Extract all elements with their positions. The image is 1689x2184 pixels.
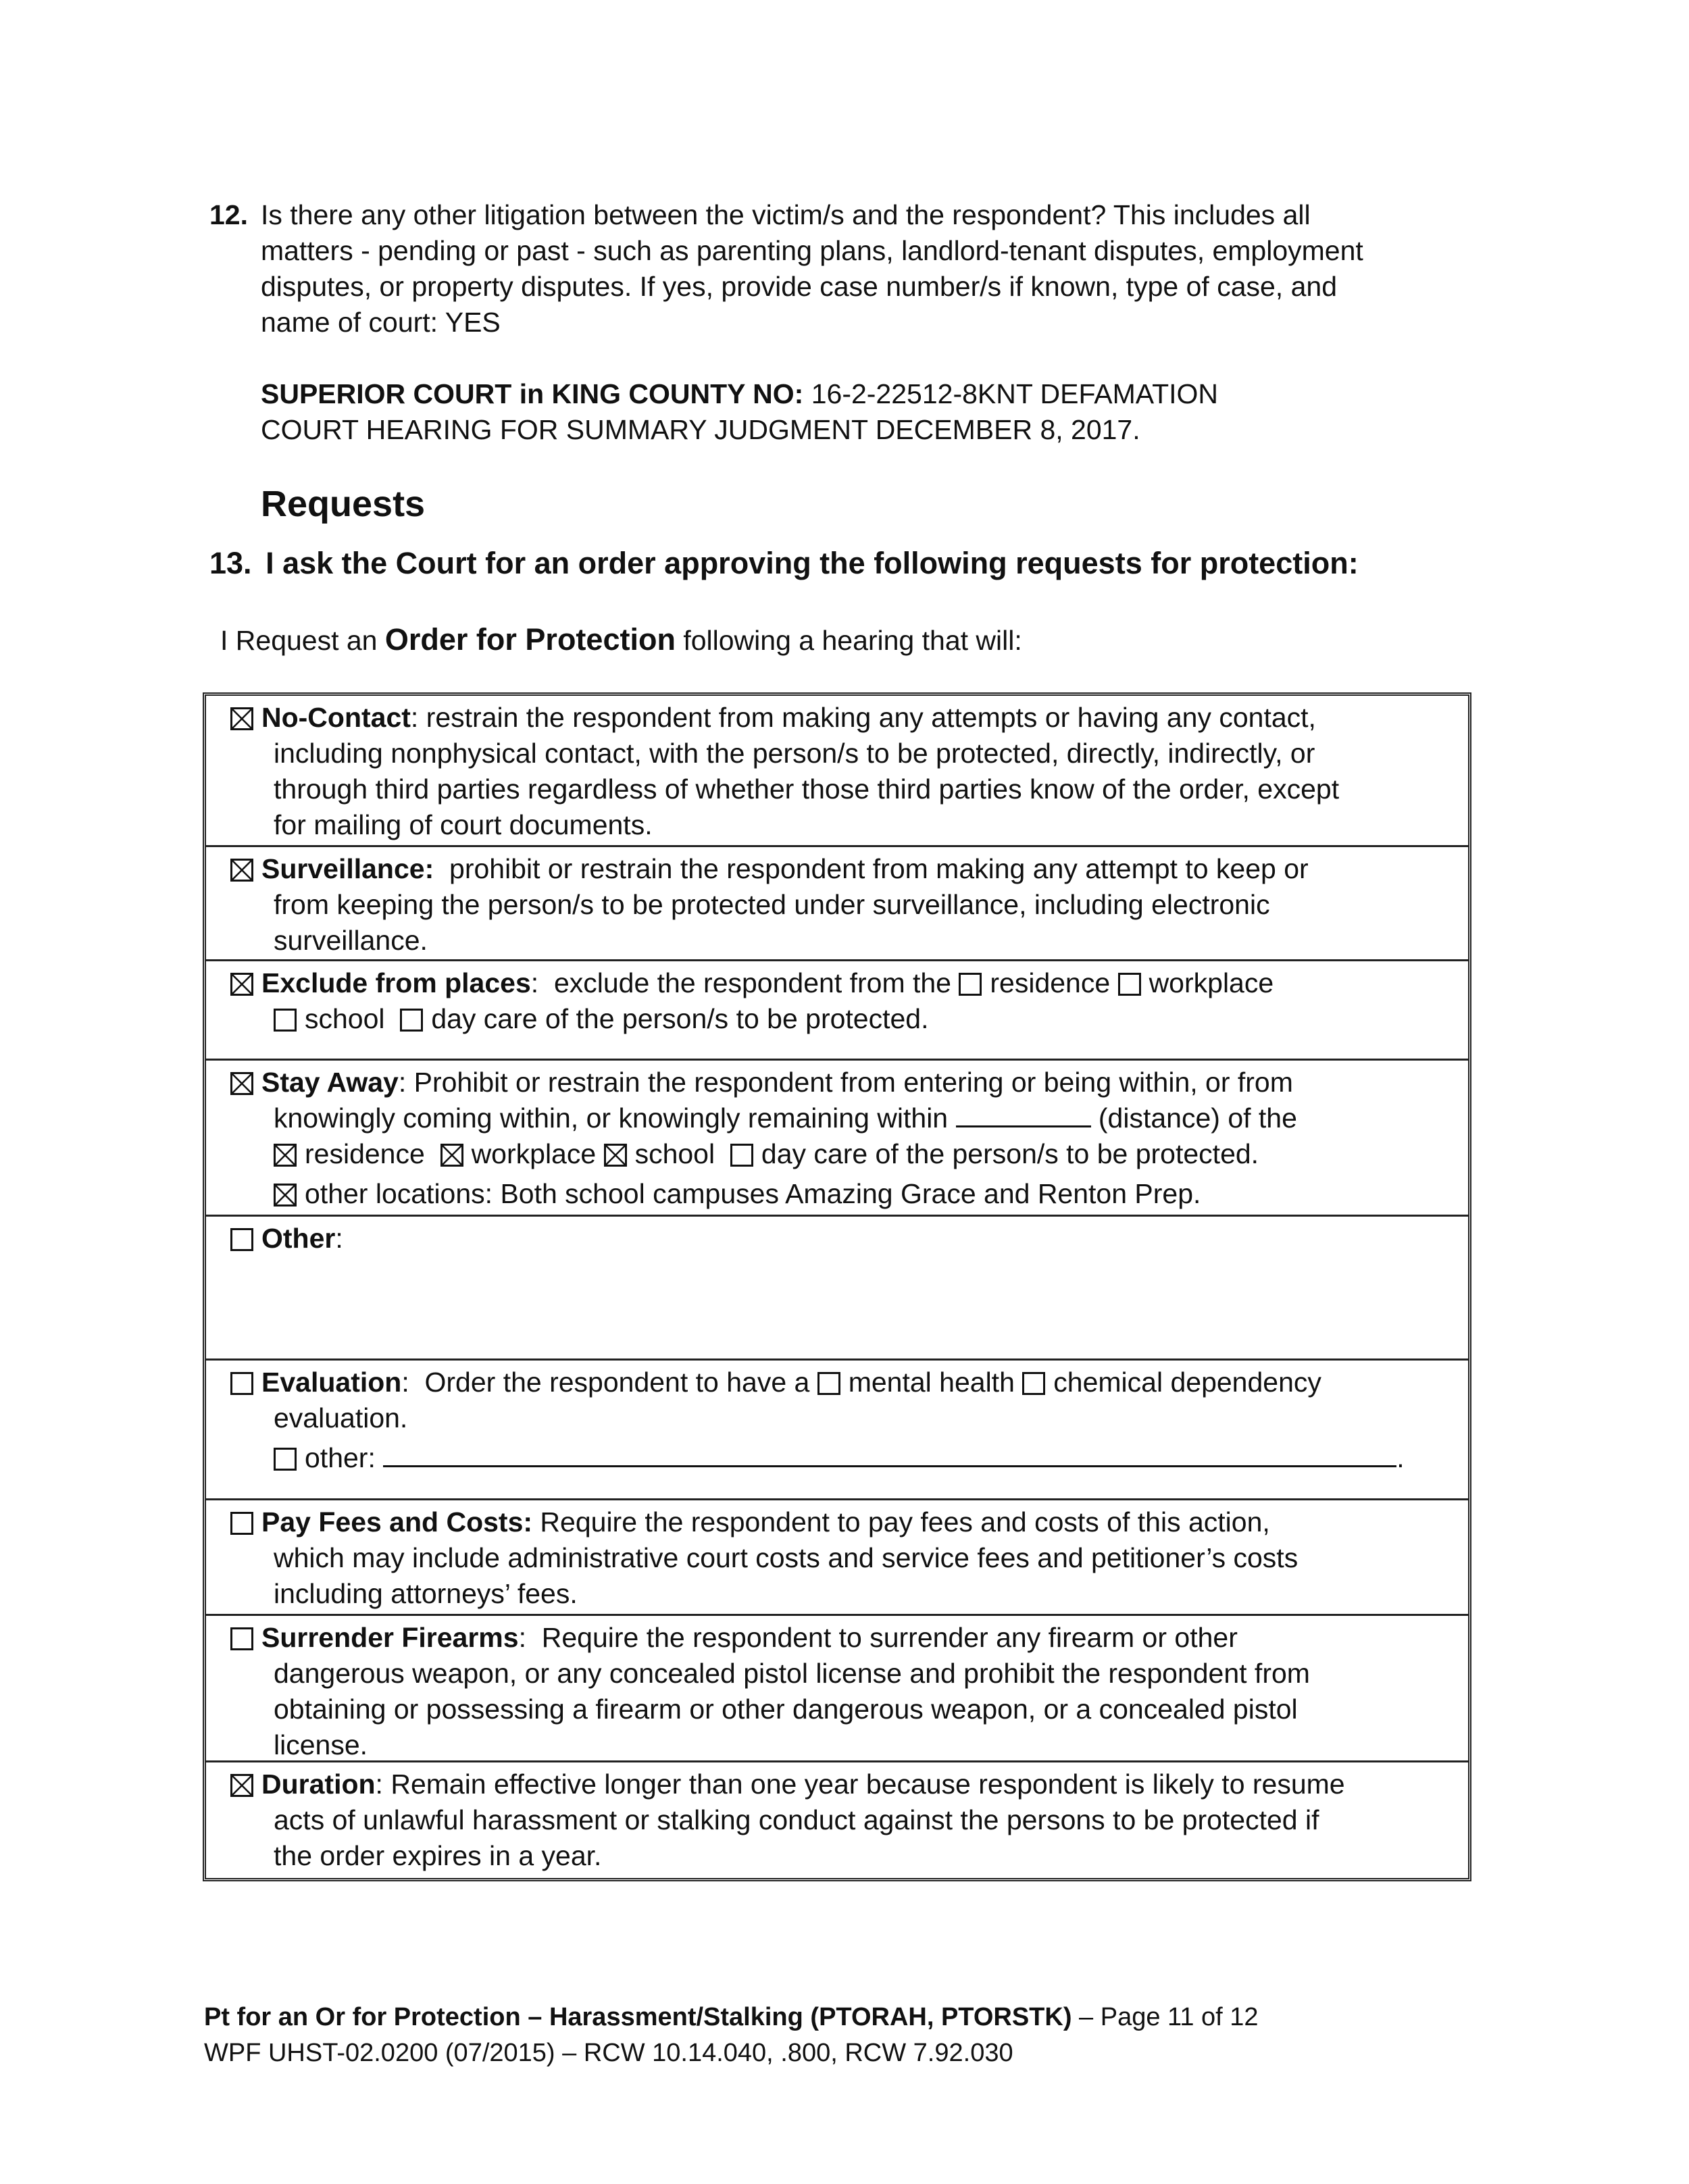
row-title: Other xyxy=(261,1223,336,1254)
row-text: obtaining or possessing a firearm or other dangerous weapon, or a concealed pistol xyxy=(274,1694,1298,1725)
checkbox[interactable] xyxy=(230,1627,253,1650)
row-title: Exclude from places xyxy=(261,967,531,998)
intro-bold: Order for Protection xyxy=(384,622,676,657)
row-title: Evaluation xyxy=(261,1367,402,1398)
checkbox-workplace[interactable] xyxy=(440,1144,463,1167)
row-text: : Require the respondent to surrender any firearm or other xyxy=(518,1622,1238,1653)
option-label: school xyxy=(305,1003,385,1034)
request-row-surveillance xyxy=(206,845,1468,959)
footer-form-title: Pt for an Or for Protection – Harassment/Stalking (PTORAH, PTORSTK) xyxy=(204,2003,1072,2031)
row-text: prohibit or restrain the respondent from making any attempt to keep or xyxy=(434,853,1309,884)
row-title: Duration xyxy=(261,1769,376,1800)
item-13 xyxy=(209,546,1359,581)
checkbox[interactable] xyxy=(230,1774,253,1797)
item-12-line: matters - pending or past - such as parenting plans, landlord-tenant disputes, employment xyxy=(261,235,1363,266)
x-mark-icon xyxy=(443,1146,461,1165)
requests-table xyxy=(203,692,1471,1881)
row-title: No-Contact xyxy=(261,702,411,733)
request-row-no-contact xyxy=(206,696,1468,845)
row-text: : Prohibit or restrain the respondent from entering or being within, or from xyxy=(398,1067,1293,1098)
row-title: Stay Away xyxy=(261,1067,399,1098)
option-label: workplace xyxy=(1149,967,1274,998)
option-label: workplace xyxy=(471,1138,597,1169)
row-text: acts of unlawful harassment or stalking conduct against the persons to be protected if xyxy=(274,1804,1319,1835)
footer-form-code: WPF UHST-02.0200 (07/2015) – RCW 10.14.040, .800, RCW 7.92.030 xyxy=(204,2039,1013,2067)
checkbox[interactable] xyxy=(230,1372,253,1395)
x-mark-icon xyxy=(232,975,251,994)
footer-page: – Page 11 of 12 xyxy=(1072,2003,1259,2031)
x-mark-icon xyxy=(232,861,251,880)
checkbox-school[interactable] xyxy=(604,1144,627,1167)
row-text: : exclude the respondent from the xyxy=(530,967,959,998)
row-text: : Remain effective longer than one year because respondent is likely to resume xyxy=(375,1769,1345,1800)
checkbox-checked[interactable] xyxy=(230,707,253,730)
option-label: day care of the person/s to be protected. xyxy=(431,1003,929,1034)
footer xyxy=(204,2000,1259,2071)
request-row-fees xyxy=(206,1498,1468,1614)
row-text: surveillance. xyxy=(274,925,428,956)
court-label: SUPERIOR COURT in KING COUNTY NO: xyxy=(261,378,804,409)
checkbox-day-care[interactable] xyxy=(730,1144,753,1167)
row-text: through third parties regardless of whether those third parties know of the order, except xyxy=(274,773,1340,805)
request-row-firearms xyxy=(206,1614,1468,1760)
checkbox[interactable] xyxy=(230,1228,253,1251)
row-text: dangerous weapon, or any concealed pistol license and prohibit the respondent from xyxy=(274,1658,1310,1689)
row-text: (distance) of the xyxy=(1090,1102,1297,1134)
request-row-duration xyxy=(206,1760,1468,1878)
item-12-line: disputes, or property disputes. If yes, provide case number/s if known, type of case, and xyxy=(261,271,1337,302)
distance-field[interactable] xyxy=(956,1105,1091,1127)
item-13-text: I ask the Court for an order approving the following requests for protection: xyxy=(266,546,1359,580)
court-case-value: 16-2-22512-8KNT DEFAMATION xyxy=(803,378,1219,409)
row-text: : xyxy=(335,1223,343,1254)
option-label: day care of the person/s to be protected. xyxy=(761,1138,1259,1169)
row-text: from keeping the person/s to be protected under surveillance, including electronic xyxy=(274,889,1270,920)
checkbox-checked[interactable] xyxy=(230,859,253,882)
x-mark-icon xyxy=(606,1146,625,1165)
intro-post: following a hearing that will: xyxy=(675,625,1022,656)
intro-pre: I Request an xyxy=(220,625,385,656)
checkbox[interactable] xyxy=(230,1512,253,1535)
option-label: chemical dependency xyxy=(1053,1367,1321,1398)
request-row-evaluation: Evaluation: Order the respondent to have a mental health chemical dependency evaluation. other: . xyxy=(206,1358,1468,1498)
row-text: : restrain the respondent from making any attempts or having any contact, xyxy=(410,702,1316,733)
court-case-line xyxy=(261,376,1493,412)
item-12-line: name of court: YES xyxy=(261,307,501,338)
checkbox-day-care[interactable] xyxy=(400,1009,423,1032)
row-text: including attorneys’ fees. xyxy=(274,1578,578,1609)
row-text: knowingly coming within, or knowingly remaining within xyxy=(274,1102,956,1134)
item-12 xyxy=(209,197,1493,448)
row-text: : Order the respondent to have a xyxy=(401,1367,817,1398)
item-number: 13. xyxy=(209,546,252,580)
option-label: other: xyxy=(305,1442,376,1473)
request-row-other xyxy=(206,1215,1468,1358)
checkbox-chemical-dependency[interactable] xyxy=(1022,1372,1045,1395)
row-text: the order expires in a year. xyxy=(274,1840,602,1871)
row-title: Pay Fees and Costs: xyxy=(261,1506,533,1538)
request-row-exclude xyxy=(206,959,1468,1059)
item-number: 12. xyxy=(209,199,248,230)
row-title: Surrender Firearms xyxy=(261,1622,519,1653)
row-text: including nonphysical contact, with the person/s to be protected, directly, indirectly, or xyxy=(274,738,1315,769)
checkbox-residence[interactable] xyxy=(274,1144,297,1167)
option-label: residence xyxy=(990,967,1111,998)
checkbox-residence[interactable] xyxy=(959,973,982,996)
x-mark-icon xyxy=(232,1074,251,1093)
request-row-stay-away xyxy=(206,1059,1468,1215)
option-label: school xyxy=(634,1138,715,1169)
option-label: residence xyxy=(305,1138,425,1169)
row-text: for mailing of court documents. xyxy=(274,809,653,840)
row-text: Require the respondent to pay fees and costs of this action, xyxy=(532,1506,1270,1538)
checkbox-other-locations[interactable] xyxy=(274,1184,297,1207)
checkbox-other[interactable] xyxy=(274,1448,297,1471)
request-intro xyxy=(220,621,1022,659)
checkbox-mental-health[interactable] xyxy=(817,1372,840,1395)
row-text: which may include administrative court costs and service fees and petitioner’s costs xyxy=(274,1542,1299,1573)
checkbox-workplace[interactable] xyxy=(1118,973,1141,996)
hearing-line: COURT HEARING FOR SUMMARY JUDGMENT DECEMBER 8, 2017. xyxy=(261,414,1140,445)
requests-heading: Requests xyxy=(261,484,426,524)
x-mark-icon xyxy=(276,1186,295,1204)
row-text: evaluation. xyxy=(274,1402,408,1433)
checkbox[interactable] xyxy=(230,1072,253,1095)
x-mark-icon xyxy=(232,1776,251,1795)
option-label: mental health xyxy=(848,1367,1015,1398)
row-text: license. xyxy=(274,1729,368,1760)
x-mark-icon xyxy=(232,709,251,728)
item-12-line: Is there any other litigation between the victim/s and the respondent? This includes all xyxy=(261,199,1311,230)
other-evaluation-field[interactable] xyxy=(383,1445,1396,1467)
x-mark-icon xyxy=(276,1146,295,1165)
checkbox-school[interactable] xyxy=(274,1009,297,1032)
other-locations-text: other locations: Both school campuses Amazing Grace and Renton Prep. xyxy=(305,1178,1201,1209)
row-title: Surveillance: xyxy=(261,853,434,884)
checkbox[interactable] xyxy=(230,973,253,996)
